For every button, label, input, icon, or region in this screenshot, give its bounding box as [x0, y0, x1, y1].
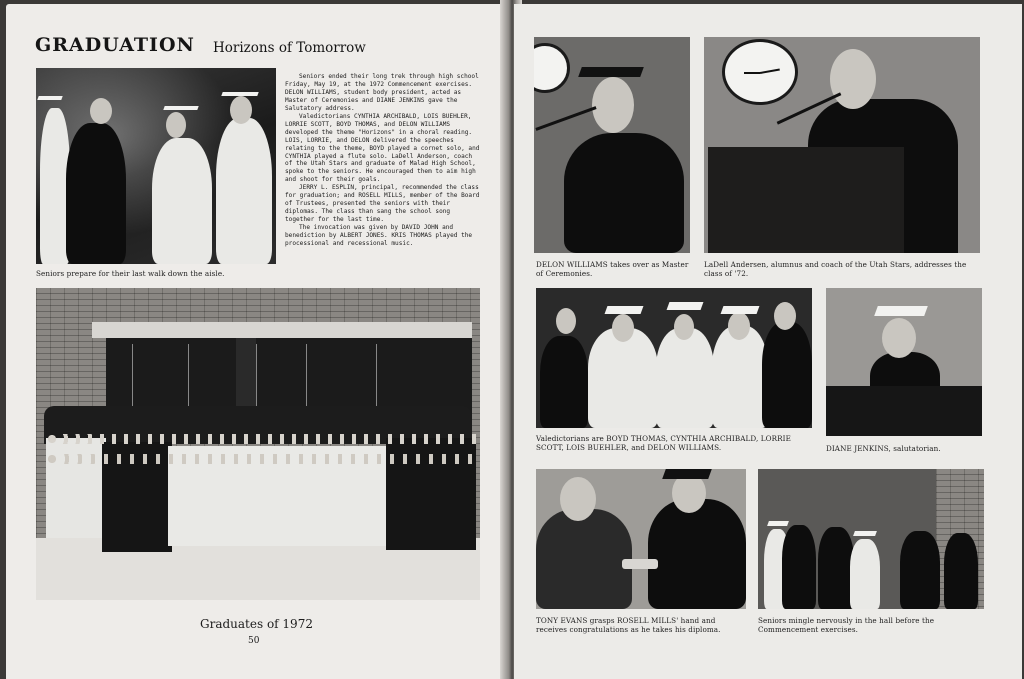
clock-icon [534, 43, 570, 93]
article-body [285, 73, 483, 248]
caption-delon: DELON WILLIAMS takes over as Master of Ceremonies. [536, 260, 689, 278]
caption-graduates: Graduates of 1972 [200, 617, 313, 631]
caption-tony: TONY EVANS grasps ROSELL MILLS' hand and receives congratulations as he takes his diploma. [536, 616, 721, 634]
page-subtitle: Horizons of Tomorrow [213, 40, 366, 56]
clock-icon [722, 39, 798, 105]
left-page [6, 4, 510, 679]
photo-tony-evans [536, 469, 746, 609]
photo-ladell-andersen [704, 37, 980, 253]
article-paragraph: Valedictorians CYNTHIA ARCHIBALD, LOIS BUEHLER, LORRIE SCOTT, BOYD THOMAS, and DELON WILLIAMS developed the theme "Horizons" in a choral reading. LOIS, LORRIE, and DELON delivered the speeches relating to the theme, BOYD played a cornet solo, and CYNTHIA played a flute solo. LaDell Anderson, coach of the Utah Stars and graduate of Malad High School, spoke to the seniors. He encouraged them to aim high and shoot for their goals. [285, 112, 480, 184]
caption-ladell: LaDell Andersen, alumnus and coach of the Utah Stars, addresses the class of '72. [704, 260, 967, 278]
right-page [514, 4, 1022, 679]
caption-seniors-prepare: Seniors prepare for their last walk down the aisle. [36, 269, 225, 278]
caption-diane: DIANE JENKINS, salutatorian. [826, 444, 941, 453]
photo-seniors-mingle [758, 469, 984, 609]
photo-graduates-group [36, 288, 480, 600]
article-paragraph: Seniors ended their long trek through high school Friday, May 19, at the 1972 Commencement exercises. DELON WILLIAMS, student body president, acted as Master of Ceremonies and DIANE JENKINS gave the Salutatory address. [285, 73, 479, 112]
photo-seniors-prepare [36, 68, 276, 264]
article-paragraph: JERRY L. ESPLIN, principal, recommended the class for graduation; and ROSELL MILLS, member of the Board of Trustees, presented the seniors with their diplomas. The class than sang the school song together for the last time. [285, 184, 480, 224]
caption-mingle: Seniors mingle nervously in the hall before the Commencement exercises. [758, 616, 935, 634]
caption-valedictorians: Valedictorians are BOYD THOMAS, CYNTHIA ARCHIBALD, LORRIE SCOTT, LOIS BUEHLER, and DELON WILLIAMS. [536, 434, 791, 452]
page-title: GRADUATION [35, 34, 195, 56]
article-paragraph: The invocation was given by DAVID JOHN and benediction by ALBERT JONES. KRIS THOMAS played the processional and recessional music. [285, 224, 473, 248]
page-number: 50 [248, 636, 260, 646]
photo-delon-williams [534, 37, 690, 253]
photo-diane-jenkins [826, 288, 982, 436]
photo-valedictorians [536, 288, 812, 428]
